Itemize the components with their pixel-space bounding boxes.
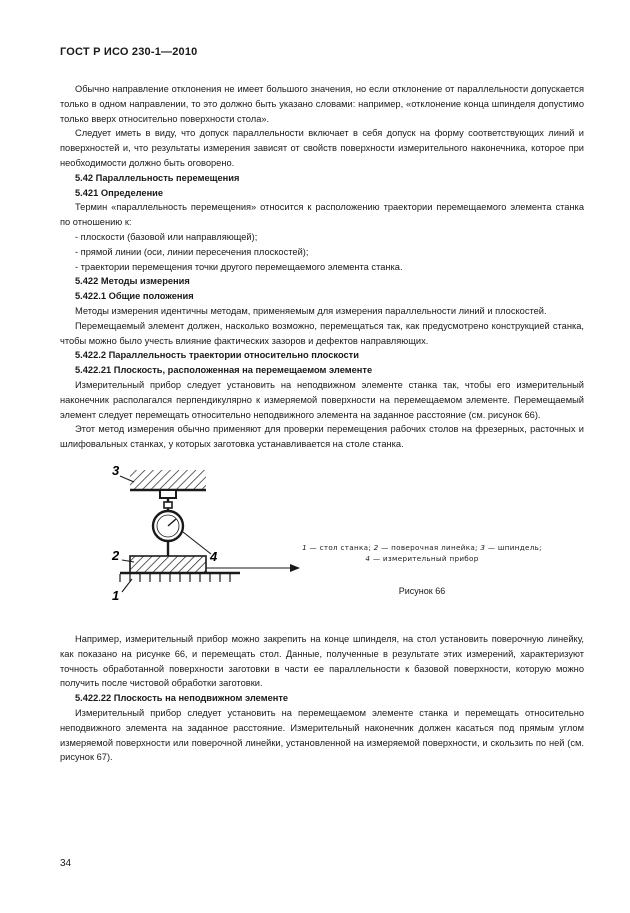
label-1: 1 (112, 587, 120, 603)
page-content (60, 82, 584, 765)
section-heading: 5.421 Определение (75, 187, 164, 198)
figure-legend (272, 542, 572, 564)
section-heading: 5.422.2 Параллельность траектории относительно плоскости (75, 350, 359, 361)
figure-66 (60, 460, 584, 628)
page-number: 34 (60, 858, 72, 869)
movement-arrow (206, 564, 300, 572)
paragraph: Измерительный прибор следует установить на перемещаемом элементе станка и перемещать относительно неподвижного элемента на заданное расстояние. Измерительный наконечник должен касаться под прямым углом измеряемой поверхности или поверочной линейки, установленной на измеряемой поверхности, и скользить по ней (см. рисунок 67). (60, 707, 584, 763)
spindle (130, 470, 206, 498)
list-item: - траектории перемещения точки другого перемещаемого элемента станка. (75, 261, 403, 272)
straightedge (130, 556, 206, 573)
legend-key: 4 (365, 553, 371, 563)
section-heading: 5.422.1 Общие положения (75, 291, 194, 302)
legend-key: 2 (373, 542, 379, 552)
dial-indicator (153, 498, 183, 556)
section-heading: 5.422 Методы измерения (75, 276, 190, 287)
machine-table (120, 573, 240, 582)
legend-key: 3 (480, 542, 486, 552)
section-heading: 5.42 Параллельность перемещения (75, 172, 240, 183)
section-heading: 5.422.21 Плоскость, расположенная на перемещаемом элементе (75, 365, 373, 376)
label-3: 3 (112, 462, 120, 478)
label-4: 4 (210, 548, 218, 564)
figure-caption: Рисунок 66 (398, 585, 446, 596)
document-header: ГОСТ Р ИСО 230-1—2010 (60, 46, 198, 58)
paragraph: Например, измерительный прибор можно закрепить на конце шпинделя, на стол установить поверочную линейку, как показано на рисунке 66, и перемещать стол. Данные, полученные в результате этих измерений, характеризуют точность обработанной поверхности заготовки в части ее параллельности к базовой поверхности, которую можно получить после чистовой обработки заготовки. (60, 633, 584, 689)
legend-key: 1 (302, 542, 307, 552)
paragraph: Следует иметь в виду, что допуск параллельности включает в себя допуск на форму соответствующих линий и поверхностей и, что результаты измерения зависят от свойств поверхности измерительного наконечника, которое при необходимости должно быть оговорено. (60, 128, 584, 168)
paragraph: Обычно направление отклонения не имеет большого значения, но если отклонение от параллельности допускается только в одном направлении, то это должно быть указано словами: например, «отклонение конца шпинделя допустимо только вверх относительно поверхности стола». (60, 84, 584, 124)
paragraph: Методы измерения идентичны методам, применяемым для измерения параллельности линий и плоскостей. (75, 305, 547, 316)
legend-text: — стол станка; (306, 542, 374, 552)
legend-text: — шпиндель; (485, 542, 542, 552)
paragraph: Измерительный прибор следует установить на неподвижном элементе станка так, чтобы его измерительный наконечник располагался перпендикулярно к измеряемой поверхности на перемещаемом элементе. Перемещаемый элемент следует перемещать относительно неподвижного элемента на заданное расстояние (см. рисунок 66). (60, 379, 584, 420)
paragraph: Этот метод измерения обычно применяют для проверки перемещения рабочих столов на фрезерных, расточных и шлифовальных станках, у которых заготовка устанавливается на столе станка. (60, 424, 584, 450)
legend-text: — поверочная линейка; (378, 542, 481, 552)
legend-text: — измерительный прибор (370, 553, 479, 563)
paragraph: Перемещаемый элемент должен, насколько возможно, перемещаться так, как предусмотрено конструкцией станка, чтобы можно было учесть влияние фактических зазоров и дефектов направляющих. (60, 320, 584, 346)
list-item: - прямой линии (оси, линии пересечения плоскостей); (75, 246, 309, 257)
section-heading: 5.422.22 Плоскость на неподвижном элементе (75, 693, 289, 704)
list-item: - плоскости (базовой или направляющей); (75, 231, 258, 242)
paragraph: Термин «параллельность перемещения» относится к расположению траектории перемещаемого элемента станка по отношению к: (60, 202, 584, 228)
label-2: 2 (112, 547, 120, 563)
